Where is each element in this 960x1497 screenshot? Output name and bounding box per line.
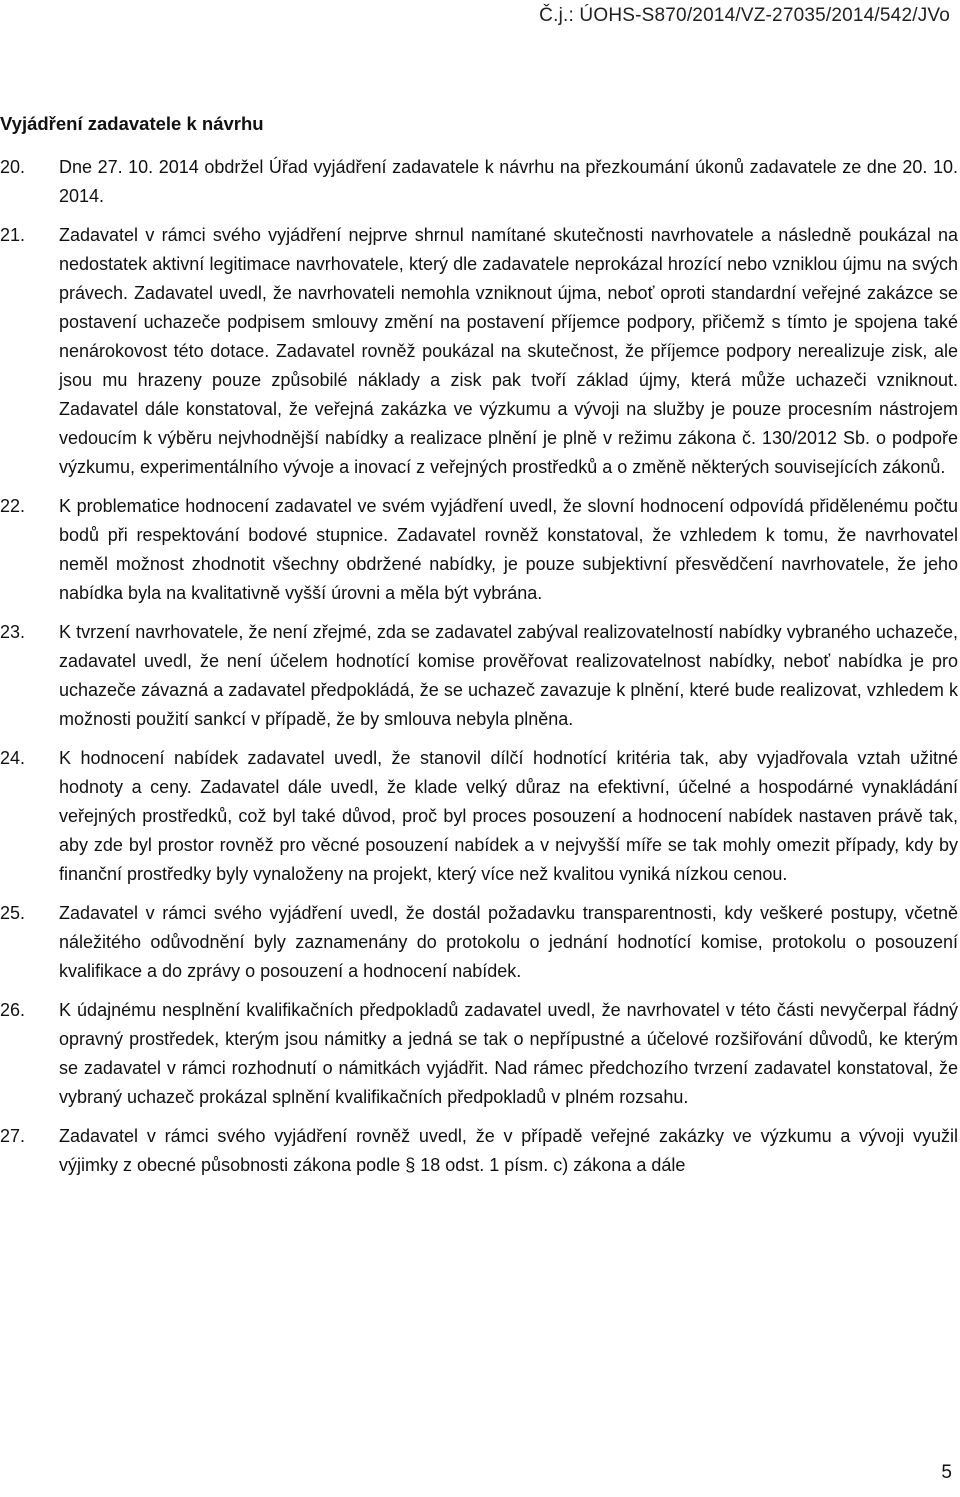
paragraph-text: Zadavatel v rámci svého vyjádření rovněž uvedl, že v případě veřejné zakázky ve výzkumu a vývoji využil výjimky z obecné působnosti zákona podle § 18 odst. 1 písm. c) zákona a dále (59, 1126, 958, 1175)
paragraph-number: 20. (0, 157, 26, 177)
paragraph-26 (0, 996, 958, 1112)
paragraph-24 (0, 744, 958, 889)
paragraph-number: 21. (0, 225, 26, 245)
paragraph-text: K tvrzení navrhovatele, že není zřejmé, zda se zadavatel zabýval realizovatelností nabídky vybraného uchazeče, zadavatel uvedl, že není účelem hodnotící komise prověřovat realizovatelnost nabídky, neboť nabídka je pro uchazeče závazná a zadavatel předpokládá, že se uchazeč zavazuje k plnění, které bude realizovat, vzhledem k možnosti použití sankcí v případě, že by smlouva nebyla plněna. (59, 622, 958, 729)
paragraph-number: 26. (0, 1000, 26, 1020)
paragraph-number: 22. (0, 496, 26, 516)
paragraph-list (0, 153, 960, 1190)
paragraph-text: K hodnocení nabídek zadavatel uvedl, že stanovil dílčí hodnotící kritéria tak, aby vyjadřovala vztah užitné hodnoty a ceny. Zadavatel dále uvedl, že klade velký důraz na efektivní, účelné a hospodárné vynakládání veřejných prostředků, což byl také důvod, proč byl proces posouzení a hodnocení nabídek nastaven právě tak, aby zde byl prostor rovněž pro věcné posouzení nabídek a v nejvyšší míře se tak mohly omezit případy, kdy by finanční prostředky byly vynaloženy na projekt, který více než kvalitou vyniká nízkou cenou. (59, 748, 958, 884)
paragraph-22 (0, 492, 958, 608)
paragraph-25 (0, 899, 958, 986)
paragraph-text: Zadavatel v rámci svého vyjádření nejprve shrnul namítané skutečnosti navrhovatele a následně poukázal na nedostatek aktivní legitimace navrhovatele, který dle zadavatele neprokázal hrozící nebo vzniklou újmu na svých právech. Zadavatel uvedl, že navrhovateli nemohla vzniknout újma, neboť oproti standardní veřejné zakázce se postavení uchazeče podpisem smlouvy změní na postavení příjemce podpory, přičemž s tímto je spojena také nenárokovost této dotace. Zadavatel rovněž poukázal na skutečnost, že příjemce podpory nerealizuje zisk, ale jsou mu hrazeny pouze způsobilé náklady a zisk pak tvoří základ újmy, která může uchazeči vzniknout. Zadavatel dále konstatoval, že veřejná zakázka ve výzkumu a vývoji na služby je pouze procesním nástrojem vedoucím k výběru nejvhodnější nabídky a realizace plnění je plně v režimu zákona č. 130/2012 Sb. o podpoře výzkumu, experimentálního vývoje a inovací z veřejných prostředků a o změně některých souvisejících zákonů. (59, 225, 958, 477)
paragraph-number: 27. (0, 1126, 26, 1146)
document-reference-header: Č.j.: ÚOHS-S870/2014/VZ-27035/2014/542/JVo (539, 5, 950, 26)
paragraph-text: Zadavatel v rámci svého vyjádření uvedl, že dostál požadavku transparentnosti, kdy veškeré postupy, včetně náležitého odůvodnění byly zaznamenány do protokolu o jednání hodnotící komise, protokolu o posouzení kvalifikace a do zprávy o posouzení a hodnocení nabídek. (59, 903, 958, 981)
section-title: Vyjádření zadavatele k návrhu (0, 113, 264, 134)
paragraph-number: 23. (0, 622, 26, 642)
paragraph-number: 24. (0, 748, 26, 768)
paragraph-21 (0, 221, 958, 482)
paragraph-text: Dne 27. 10. 2014 obdržel Úřad vyjádření zadavatele k návrhu na přezkoumání úkonů zadavatele ze dne 20. 10. 2014. (59, 157, 958, 206)
paragraph-20 (0, 153, 958, 211)
paragraph-27 (0, 1122, 958, 1180)
page-number: 5 (941, 1462, 952, 1483)
paragraph-text: K údajnému nesplnění kvalifikačních předpokladů zadavatel uvedl, že navrhovatel v této části nevyčerpal řádný opravný prostředek, kterým jsou námitky a jedná se tak o nepřípustné a účelové rozšiřování důvodů, ke kterým se zadavatel v rámci rozhodnutí o námitkách vyjádřit. Nad rámec předchozího tvrzení zadavatel konstatoval, že vybraný uchazeč prokázal splnění kvalifikačních předpokladů v plném rozsahu. (59, 1000, 958, 1107)
paragraph-text: K problematice hodnocení zadavatel ve svém vyjádření uvedl, že slovní hodnocení odpovídá přidělenému počtu bodů při respektování bodové stupnice. Zadavatel rovněž konstatoval, že vzhledem k tomu, že navrhovatel neměl možnost zhodnotit všechny obdržené nabídky, je pouze subjektivní přesvědčení navrhovatele, že jeho nabídka byla na kvalitativně vyšší úrovni a měla být vybrána. (59, 496, 958, 603)
paragraph-number: 25. (0, 903, 26, 923)
paragraph-23 (0, 618, 958, 734)
